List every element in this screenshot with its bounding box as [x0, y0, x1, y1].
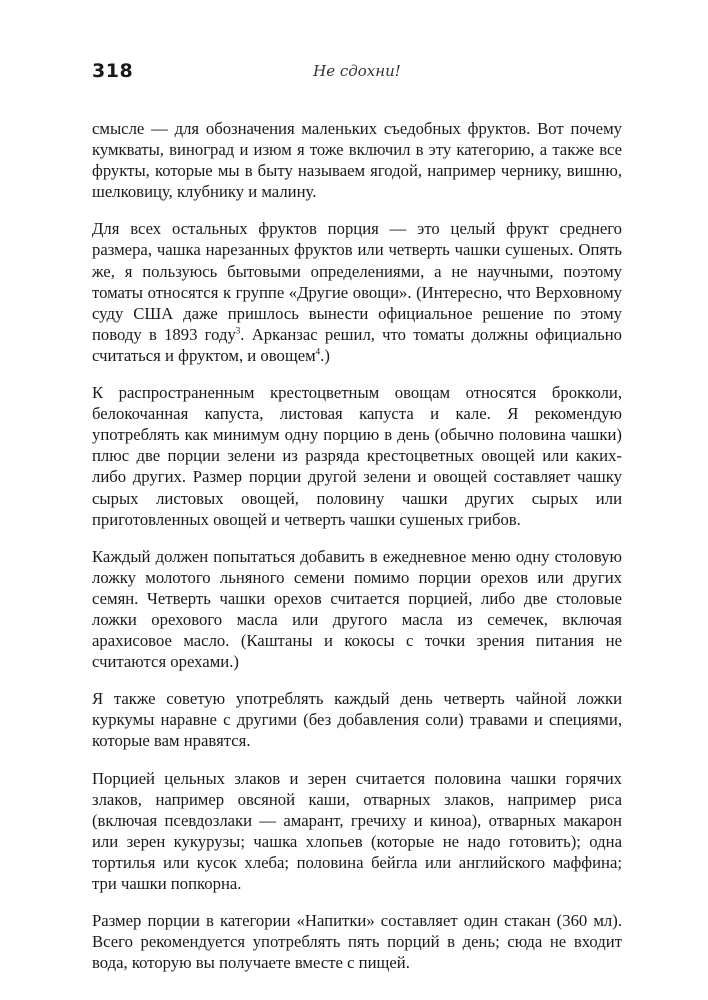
paragraph-text: Для всех остальных фруктов порция — это целый фрукт среднего размера, чашка нарезанных фруктов или четверть чашки сушеных. Опять же, я пользуюсь бытовыми определениями, а не научными, поэтому томаты относятся к группе «Другие овощи». (Интересно, что Верховному суду США даже пришлось вынести официальное решение по этому поводу в 1893 году: [92, 219, 622, 344]
paragraph-other-fruits: [92, 218, 622, 366]
paragraph-whole-grains: Порцией цельных злаков и зерен считается половина чашки горячих злаков, например овсяной каши, отварных злаков, например риса (включая псевдозлаки — амарант, гречиху и киноа), отварных макарон или зерен кукурузы; чашка хлопьев (которые не надо готовить); одна тортилья или кусок хлеба; половина бейгла или английского маффина; три чашки попкорна.: [92, 768, 622, 893]
paragraph-turmeric: Я также советую употреблять каждый день четверть чайной ложки куркумы наравне с другими (без добавления соли) травами и специями, которые вам нравятся.: [92, 689, 622, 751]
paragraph-text: .): [320, 345, 330, 365]
footnote-ref[interactable]: 4: [315, 346, 321, 357]
body-text: [92, 118, 622, 989]
page-number: 318: [92, 60, 134, 82]
paragraph-cruciferous: К распространенным крестоцветным овощам относятся брокколи, белокочанная капуста, листовая капуста и кале. Я рекомендую употреблять как минимум одну порцию в день (обычно половина чашки) плюс две порции зелени из разряда крестоцветных овощей или каких-либо других. Размер порции другой зелени и овощей составляет чашку сырых листовых овощей, половину чашки других сырых или приготовленных овощей и четверть чашки сушеных грибов.: [92, 383, 622, 529]
paragraph-small-fruits: смысле — для обозначения маленьких съедобных фруктов. Вот почему кумкваты, виноград и изюм я тоже включил в эту категорию, а также все фрукты, которые мы в быту называем ягодой, например чернику, вишню, шелковицу, клубнику и малину.: [92, 119, 622, 202]
paragraph-flaxseed-nuts: Каждый должен попытаться добавить в ежедневное меню одну столовую ложку молотого льняного семени помимо порции орехов или других семян. Четверть чашки орехов считается порцией, либо две столовые ложки орехового масла или другого масла из семечек, включая арахисовое масло. (Каштаны и кокосы с точки зрения питания не считаются орехами.): [92, 546, 622, 672]
footnote-ref[interactable]: 3: [235, 325, 241, 336]
paragraph-beverages: Размер порции в категории «Напитки» составляет один стакан (360 мл). Всего рекомендуется употреблять пять порций в день; сюда не входит вода, которую вы получаете вместе с пищей.: [92, 911, 622, 973]
paragraph-text: . Арканзас решил, что томаты должны официально считаться и фруктом, и овощем: [92, 324, 622, 365]
running-title: Не сдохни!: [313, 62, 401, 80]
page-header: [92, 60, 622, 90]
